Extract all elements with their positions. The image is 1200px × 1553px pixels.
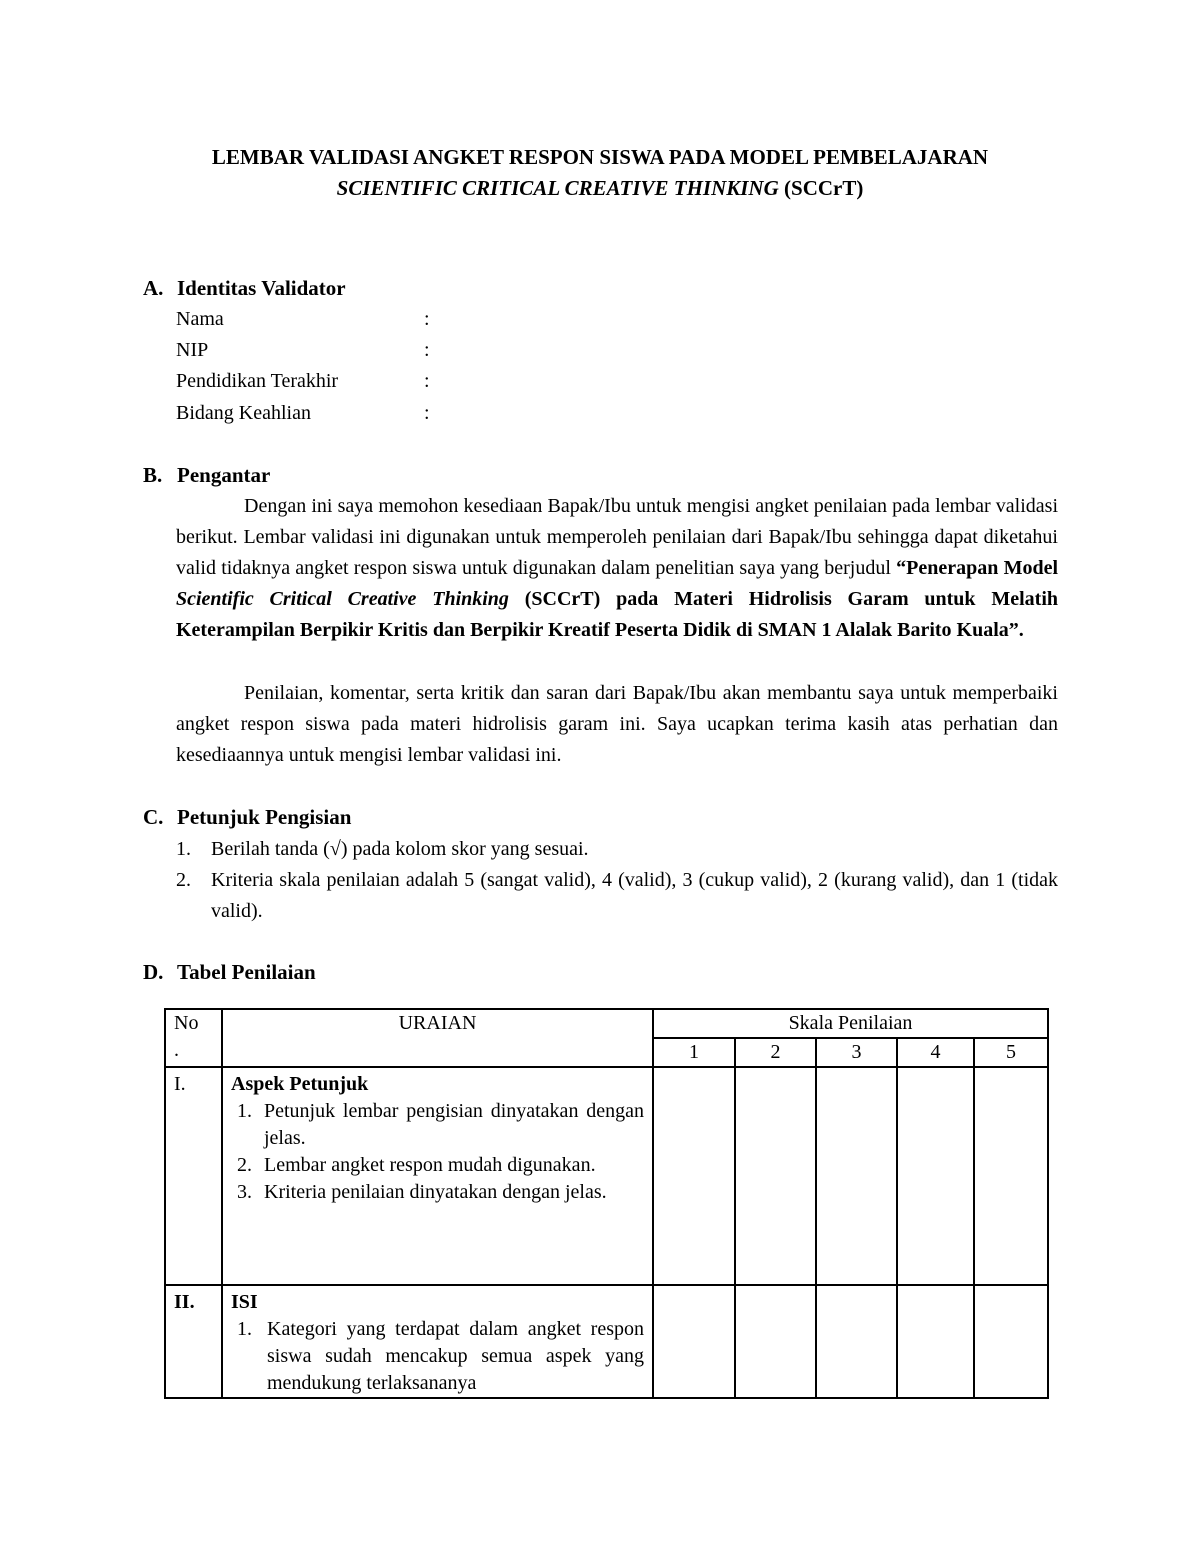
field-sep: : xyxy=(424,370,430,392)
score-cell-4[interactable] xyxy=(897,1285,974,1398)
aspect-items xyxy=(231,1098,644,1206)
field-label: Bidang Keahlian xyxy=(176,402,311,424)
field-label: NIP xyxy=(176,339,209,361)
item-number: 1. xyxy=(176,838,191,860)
section-title: Tabel Penilaian xyxy=(177,960,316,984)
section-letter: D. xyxy=(143,960,164,984)
assessment-table xyxy=(164,1008,1049,1399)
scale-4: 4 xyxy=(897,1038,974,1067)
document-subtitle xyxy=(0,173,1200,204)
score-cell-1[interactable] xyxy=(653,1285,735,1398)
table-row xyxy=(165,1285,1048,1398)
research-title-b: (SCCrT) pada Materi Hidrolisis Garam untuk Melatih Keterampilan Berpikir Kritis dan Berpikir Kreatif Peserta Didik di SMAN 1 Alalak Barito Kuala”. xyxy=(176,588,1058,641)
score-cell-3[interactable] xyxy=(816,1285,897,1398)
header-no-dot: . xyxy=(174,1039,179,1061)
list-item xyxy=(231,1316,644,1397)
section-letter: C. xyxy=(143,805,164,829)
field-label: Nama xyxy=(176,308,224,330)
item-text: Kriteria skala penilaian adalah 5 (sangat valid), 4 (valid), 3 (cukup valid), 2 (kurang valid), dan 1 (tidak valid). xyxy=(211,869,1058,922)
section-b-heading xyxy=(143,460,270,490)
section-d-heading xyxy=(143,957,316,987)
pengantar-paragraph-2 xyxy=(176,678,1058,771)
list-item xyxy=(231,1179,644,1206)
list-item xyxy=(231,1098,644,1152)
aspect-title: Aspek Petunjuk xyxy=(231,1073,369,1095)
score-cell-4[interactable] xyxy=(897,1067,974,1285)
score-cell-3[interactable] xyxy=(816,1067,897,1285)
item-text: Petunjuk lembar pengisian dinyatakan dengan jelas. xyxy=(264,1100,644,1149)
field-pendidikan xyxy=(176,366,430,396)
subtitle-italic: SCIENTIFIC CRITICAL CREATIVE THINKING xyxy=(336,176,779,200)
scale-5: 5 xyxy=(974,1038,1048,1067)
field-label: Pendidikan Terakhir xyxy=(176,370,339,392)
pengantar-paragraph-1 xyxy=(176,491,1058,646)
table-header-row xyxy=(165,1009,1048,1038)
score-cell-2[interactable] xyxy=(735,1285,816,1398)
pengantar-text: Dengan ini saya memohon kesediaan Bapak/Ibu untuk mengisi angket penilaian pada lembar validasi berikut. Lembar validasi ini digunakan untuk memperoleh penilaian dari Bapak/Ibu sehingga dapat diketahui valid tidaknya angket respon siswa untuk digunakan dalam penelitian saya yang berjudul xyxy=(176,495,1058,579)
document-title: LEMBAR VALIDASI ANGKET RESPON SISWA PADA MODEL PEMBELAJARAN xyxy=(211,145,989,169)
header-no xyxy=(165,1009,222,1067)
score-cell-5[interactable] xyxy=(974,1285,1048,1398)
item-number: 1. xyxy=(237,1318,252,1340)
row-uraian xyxy=(222,1067,653,1285)
list-item xyxy=(231,1152,644,1179)
row-no: II. xyxy=(165,1285,222,1398)
field-sep: : xyxy=(424,339,430,361)
item-number: 1. xyxy=(237,1100,252,1122)
item-text: Kriteria penilaian dinyatakan dengan jelas. xyxy=(264,1181,607,1203)
section-letter: B. xyxy=(143,463,163,487)
section-title: Pengantar xyxy=(177,463,271,487)
field-sep: : xyxy=(424,402,430,424)
section-c-heading xyxy=(143,802,351,832)
scale-2: 2 xyxy=(735,1038,816,1067)
section-letter: A. xyxy=(143,276,164,300)
field-nama xyxy=(176,304,430,334)
item-text: Berilah tanda (√) pada kolom skor yang sesuai. xyxy=(211,838,589,860)
research-title-a: “Penerapan Model xyxy=(896,557,1059,579)
instruction-item xyxy=(176,834,1058,865)
field-sep: : xyxy=(424,308,430,330)
item-number: 2. xyxy=(176,869,191,891)
section-a-heading xyxy=(143,273,346,303)
table-row xyxy=(165,1067,1048,1285)
item-text: Kategori yang terdapat dalam angket respon siswa sudah mencakup semua aspek yang mendukung terlaksananya xyxy=(267,1318,644,1394)
item-number: 3. xyxy=(237,1181,252,1203)
row-uraian xyxy=(222,1285,653,1398)
header-skala: Skala Penilaian xyxy=(653,1009,1048,1038)
header-uraian: URAIAN xyxy=(222,1009,653,1067)
field-bidang xyxy=(176,398,430,428)
section-title: Identitas Validator xyxy=(177,276,346,300)
aspect-items xyxy=(231,1316,644,1397)
research-title-italic: Scientific Critical Creative Thinking xyxy=(176,588,509,610)
score-cell-5[interactable] xyxy=(974,1067,1048,1285)
score-cell-2[interactable] xyxy=(735,1067,816,1285)
item-number: 2. xyxy=(237,1154,252,1176)
aspect-title: ISI xyxy=(231,1291,258,1313)
scale-1: 1 xyxy=(653,1038,735,1067)
score-cell-1[interactable] xyxy=(653,1067,735,1285)
scale-3: 3 xyxy=(816,1038,897,1067)
row-no: I. xyxy=(165,1067,222,1285)
instruction-item xyxy=(176,865,1058,927)
section-title: Petunjuk Pengisian xyxy=(177,805,352,829)
pengantar-text-2: Penilaian, komentar, serta kritik dan saran dari Bapak/Ibu akan membantu saya untuk memperbaiki angket respon siswa pada materi hidrolisis garam ini. Saya ucapkan terima kasih atas perhatian dan kesediaannya untuk mengisi lembar validasi ini. xyxy=(176,682,1058,766)
item-text: Lembar angket respon mudah digunakan. xyxy=(264,1154,596,1176)
subtitle-rest: (SCCrT) xyxy=(778,176,864,200)
header-no-text: No xyxy=(174,1012,199,1034)
field-nip xyxy=(176,335,430,365)
